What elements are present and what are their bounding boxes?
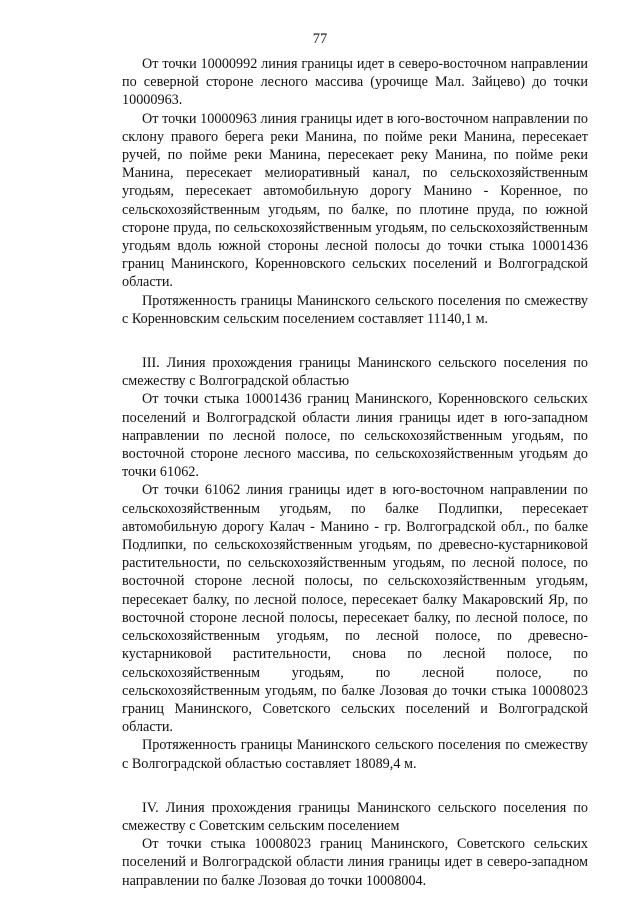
paragraph-length-volgograd: Протяженность границы Манинского сельского поселения по смежеству с Волгоградской областью составляет 18089,4 м. bbox=[122, 737, 588, 772]
paragraph-point-10001436: От точки стыка 10001436 границ Манинского, Коренновского сельских поселений и Волгоградской области линия границы идет в юго-западном направлении по лесной полосе, по сельскохозяйственным угодьям, по восточной стороне лесного массива, по сельскохозяйственным угодьям до точки 61062. bbox=[122, 391, 588, 481]
document-body bbox=[122, 55, 588, 890]
paragraph-point-61062: От точки 61062 линия границы идет в юго-восточном направлении по сельскохозяйственным угодьям, по балке Подлипки, пересекает автомобильную дорогу Калач - Манино - гр. Волгоградской обл., по балке Подлипки, по сельскохозяйственным угодьям, по древесно-кустарниковой растительности, по сельскохозяйственным угодьям, по лесной полосе, по восточной стороне лесной полосы, по сельскохозяйственным угодьям, пересекает балку, по лесной полосе, пересекает балку Макаровский Яр, по восточной стороне лесной полосы, пересекает балку, по лесной полосе, по сельскохозяйственным угодьям, по лесной полосе, по древесно-кустарниковой растительности, снова по лесной полосе, по сельскохозяйственным угодьям, по лесной полосе, по сельскохозяйственным угодьям, по балке Лозовая до точки стыка 10008023 границ Манинского, Советского сельских поселений и Волгоградской области. bbox=[122, 482, 588, 736]
section-heading-iii: III. Линия прохождения границы Манинского сельского поселения по смежеству с Волгоградской областью bbox=[122, 355, 588, 390]
section-heading-iv: IV. Линия прохождения границы Манинского сельского поселения по смежеству с Советским сельским поселением bbox=[122, 799, 588, 834]
paragraph-point-10000963: От точки 10000963 линия границы идет в юго-восточном направлении по склону правого берега реки Манина, по пойме реки Манина, пересекает ручей, по пойме реки Манина, пересекает реку Манина, по пойме реки Манина, пересекает мелиоративный канал, по сельскохозяйственным угодьям, пересекает автомобильную дорогу Манино - Коренное, по сельскохозяйственным угодьям, по балке, по плотине пруда, по южной стороне пруда, по сельскохозяйственным угодьям, по сельскохозяйственным угодьям вдоль южной стороны лесной полосы до точки стыка 10001436 границ Манинского, Коренновского сельских поселений и Волгоградской области. bbox=[122, 110, 588, 291]
paragraph-point-10008023: От точки стыка 10008023 границ Манинского, Советского сельских поселений и Волгоградской области линия границы идет в северо-западном направлении по балке Лозовая до точки 10008004. bbox=[122, 836, 588, 889]
section-spacer bbox=[122, 773, 588, 799]
section-spacer bbox=[122, 328, 588, 354]
page-number: 77 bbox=[312, 31, 328, 47]
paragraph-length-korennovsky: Протяженность границы Манинского сельского поселения по смежеству с Коренновским сельским поселением составляет 11140,1 м. bbox=[122, 292, 588, 327]
paragraph-point-10000992: От точки 10000992 линия границы идет в северо-восточном направлении по северной стороне лесного массива (урочище Мал. Зайцево) до точки 10000963. bbox=[122, 56, 588, 109]
